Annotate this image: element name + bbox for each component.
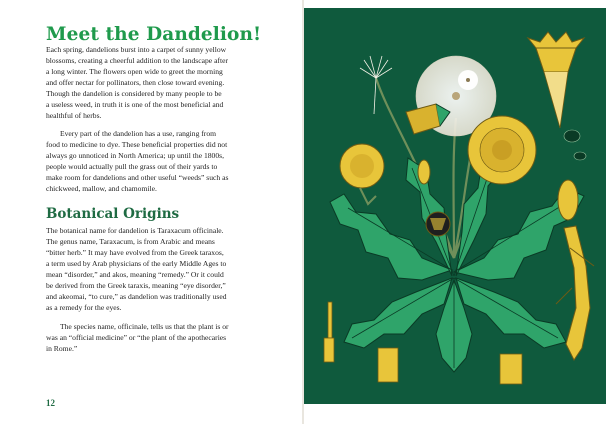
text-line: The botanical name for dandelion is Taraxacum officinale. [46,226,224,235]
text-line: be derived from the Greek taraxis, meaning “eye disorder,” [46,281,226,291]
text-line: The species name, officinale, tells us that the plant is or [60,322,229,331]
text-line: in Rome.” [46,344,78,354]
text-line: make room for dandelions and other useful “weeds” such as [46,173,229,183]
right-page [304,0,606,424]
text-line: Every part of the dandelion has a use, ranging from [60,129,217,138]
text-line: was an “official medicine” or “the plant of the apothecaries [46,333,227,343]
text-line: people would actually pull the grass out of their yards to [46,162,218,172]
text-line: The genus name, Taraxacum, is from Arabic and means [46,237,215,247]
text-line: Each spring, dandelions burst into a carpet of sunny yellow [46,45,227,54]
text-line: blossoms, creating a cheerful addition to the landscape after [46,56,228,66]
dandelion-illustration [304,8,606,404]
section-heading: Botanical Origins [46,206,180,222]
flower-left [340,144,384,204]
flower-main [468,116,536,184]
text-line: Though the dandelion is considered by many people to be [46,89,222,99]
left-page [0,0,302,424]
text-line: chickweed, mallow, and chamomile. [46,184,157,194]
flower-bud-center [426,212,450,236]
origins-paragraph [46,225,278,313]
text-line: a useless weed, in truth it is one of the most beneficial and [46,100,224,110]
page-title: Meet the Dandelion! [46,24,262,45]
text-line: “bitter herb.” It may have evolved from the Greek taraxos, [46,248,224,258]
species-paragraph [46,321,278,354]
text-line: a term used by Arab physicians of the early Middle Ages to [46,259,227,269]
text-line: and akeomai, “to cure,” as dandelion was traditionally used [46,292,227,302]
page-number: 12 [46,398,55,408]
text-line: as a remedy for the eyes. [46,303,122,313]
text-line: mean “disorder,” and akos, meaning “remedy.” Or it could [46,270,224,280]
uses-paragraph [46,128,278,194]
botanical-plate-svg [304,8,606,404]
text-line: always go unnoticed in North America; up until the 1800s, [46,151,225,161]
seedhead-small [458,70,478,90]
text-line: and offer nectar for pollinators, then close toward evening. [46,78,225,88]
flower-top-right [528,32,584,128]
text-line: a long winter. The flowers open wide to greet the morning [46,67,223,77]
text-line: healthful of herbs. [46,111,102,121]
pattern-details [564,130,586,160]
intro-paragraph [46,44,278,121]
text-line: food to medicine to dye. These beneficial properties did not [46,140,228,150]
